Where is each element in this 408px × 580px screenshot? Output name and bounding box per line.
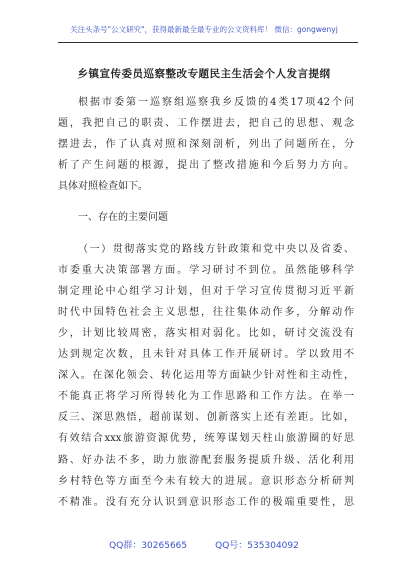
text-line: 时代中国特色社会主义思想，往往集体动作多，分解动作 [58, 306, 354, 318]
footer-qq-number: QQ号：535304092 [215, 541, 299, 551]
paragraph-gap [58, 229, 354, 239]
paragraph-intro [58, 92, 354, 197]
header-divider [58, 42, 358, 43]
text-line: 一、存在的主要问题 [78, 212, 168, 224]
paragraph-gap [58, 197, 354, 207]
document-body [58, 92, 354, 513]
text-line: 路、好办法不多，助力旅游配套服务提质升级、活化利用 [58, 454, 354, 466]
text-line: 不能真正将学习所得转化为工作思路和工作方法。在举一 [58, 391, 354, 403]
text-line: 有效结合xxx旅游资源优势，统筹谋划天柱山旅游圈的好思 [58, 433, 354, 445]
text-line: 根据市委第一巡察组巡察我乡反馈的4类17项42个问 [78, 97, 354, 108]
paragraph-item-1 [58, 239, 354, 513]
text-line: （一）贯彻落实党的路线方针政策和党中央以及省委、 [78, 243, 354, 255]
section-heading [58, 207, 354, 228]
text-line: 具体对照检查如下。 [58, 181, 148, 193]
document-title: 乡镇宣传委员巡察整改专题民主生活会个人发言提纲 [77, 68, 331, 80]
text-line: 市委重大决策部署方面。学习研讨不到位。虽然能够科学 [58, 264, 354, 276]
footer-qq-group: QQ群：30265665 [109, 541, 188, 551]
text-line: 达到规定次数，且未针对具体工作开展研讨。学以致用不 [58, 349, 354, 361]
text-line: 深入。在深化领会、转化运用等方面缺少针对性和主动性， [58, 370, 354, 382]
text-line: 制定理论中心组学习计划，但对于学习宣传贯彻习近平新 [58, 285, 354, 297]
text-line: 反三、深思熟悟，超前谋划、创新落实上还有差距。比如， [58, 412, 354, 424]
header-note: 关注头条号"公文研究"，获得最新最全最专业的公文资料库！ 微信：gongwenyj [70, 25, 338, 34]
text-line: 少，计划比较周密，落实相对弱化。比如，研讨交流没有 [58, 327, 354, 339]
text-line: 题，我把自己的职责、工作摆进去，把自己的思想、观念 [58, 118, 354, 130]
text-line: 乡村特色等方面至今未有较大的进展。意识形态分析研判 [58, 475, 354, 487]
text-line: 析了产生问题的根源，提出了整改措施和今后努力方向。 [58, 160, 354, 172]
text-line: 不精准。没有充分认识到意识形态工作的极端重要性，思 [58, 496, 354, 508]
text-line: 摆进去，作了认真对照和深刻剖析，列出了问题所在，分 [58, 139, 354, 151]
footer-contact [0, 538, 408, 551]
